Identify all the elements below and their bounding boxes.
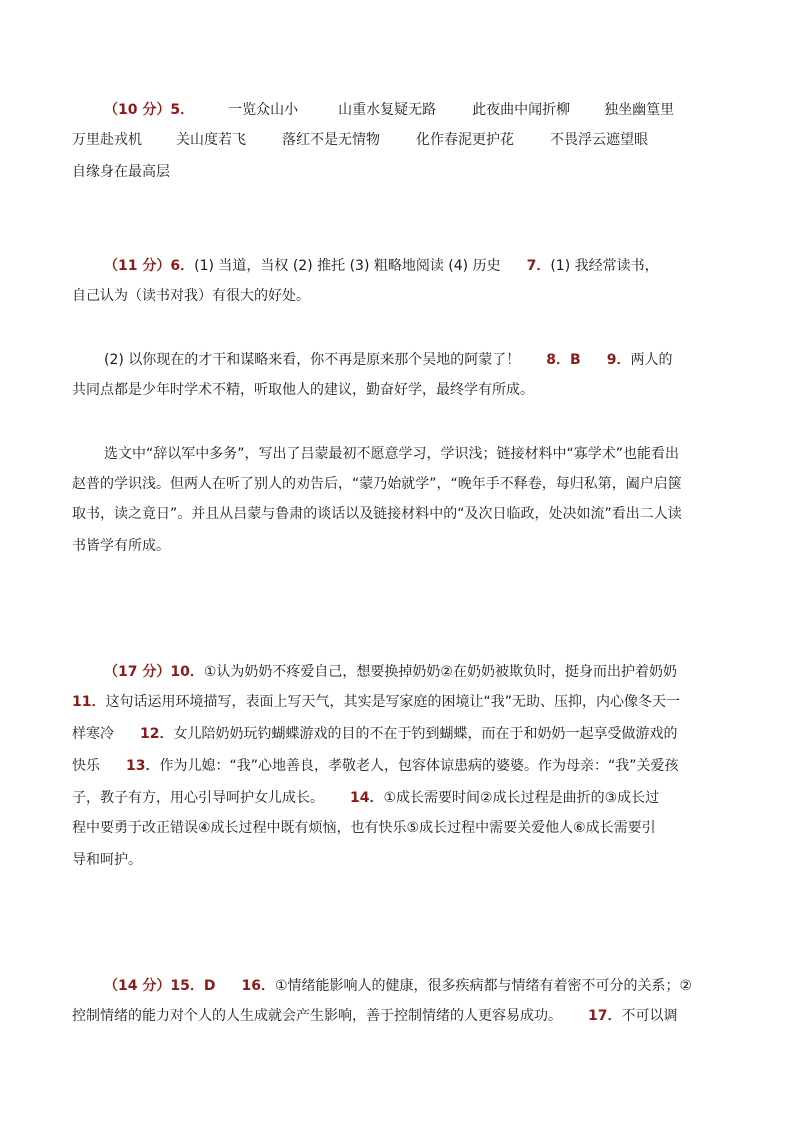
q10-line-1 — [104, 662, 754, 682]
q16-answer: ①情绪能影响人的健康，很多疾病都与情绪有着密不可分的关系；② — [274, 978, 693, 994]
q9-paragraph-line — [104, 444, 754, 464]
q16-number: 16． — [241, 978, 275, 994]
q11-answer-continued: 样寒冷 — [72, 726, 114, 742]
q5-answer: 独坐幽篁里 — [604, 102, 675, 118]
q10-line-6 — [72, 818, 722, 838]
q7-answer-2: (2) 以你现在的才干和谋略来看，你不再是原来那个吴地的阿蒙了！ — [104, 352, 521, 368]
q11-number: 11． — [72, 694, 106, 710]
q5-line-1 — [104, 100, 754, 120]
q14-number: 14． — [350, 790, 384, 806]
q5-answer: 山重水复疑无路 — [338, 102, 437, 118]
q16-answer-continued: 控制情绪的能力对个人的人生成就会产生影响，善于控制情绪的人更容易成功。 — [72, 1008, 562, 1024]
q14-answer-continued: 导和呵护。 — [72, 852, 142, 868]
q9-paragraph-line — [72, 474, 722, 494]
q14-answer: ①成长需要时间②成长过程是曲折的③成长过 — [383, 790, 660, 806]
q5-line-2 — [72, 130, 722, 150]
q5-answer: 不畏浮云遮望眼 — [550, 132, 648, 148]
paragraph-text: 取书，读之竟日”。并且从吕蒙与鲁肃的谈话以及链接材料中的“及次日临政，处决如流”看出二人读 — [72, 506, 682, 522]
q10-score: （17 分）10． — [104, 664, 204, 680]
q5-answer: 落红不是无情物 — [282, 132, 380, 148]
q8-answer: 8．B — [546, 352, 581, 368]
q12-answer: 女儿陪奶奶玩钓蝴蝶游戏的目的不在于钓到蝴蝶，而在于和奶奶一起享受做游戏的 — [173, 726, 678, 742]
q10-answer: ①认为奶奶不疼爱自己，想要换掉奶奶②在奶奶被欺负时，挺身而出护着奶奶 — [203, 664, 677, 680]
paragraph-text: 赵普的学识浅。但两人在听了别人的劝告后，“蒙乃始就学”，“晚年手不释卷，每归私第，阖户启箧 — [72, 476, 682, 492]
q10-line-7 — [72, 850, 722, 870]
paragraph-text: 选文中“辞以军中多务”，写出了吕蒙最初不愿意学习，学识浅；链接材料中“寡学术”也能看出 — [104, 446, 680, 462]
q9-paragraph-line — [72, 504, 722, 524]
q15-line-1 — [104, 976, 754, 996]
q9-answer-continued: 共同点都是少年时学术不精，听取他人的建议，勤奋好学，最终学有所成。 — [72, 382, 534, 398]
q11-answer: 这句话运用环境描写，表面上写天气，其实是写家庭的困境让“我”无助、压抑，内心像冬天一 — [105, 694, 680, 710]
q13-answer-continued: 子，教子有方，用心引导呵护女儿成长。 — [72, 790, 324, 806]
q7-answer: (1) 我经常读书， — [550, 258, 659, 274]
q7-answer-continued: 自己认为（读书对我）有很大的好处。 — [72, 288, 310, 304]
q10-line-2 — [72, 692, 722, 712]
q12-answer-continued: 快乐 — [72, 758, 100, 774]
q5-answer: 一览众山小 — [228, 102, 299, 118]
q6-score: （11 分）6． — [104, 258, 195, 274]
q5-answer: 化作春泥更护花 — [416, 132, 514, 148]
q6-line-2 — [72, 286, 722, 306]
paragraph-text: 书皆学有所成。 — [72, 538, 170, 554]
q17-number: 17． — [588, 1008, 622, 1024]
q9-paragraph-line — [72, 536, 722, 556]
q7-line-2 — [104, 350, 754, 370]
q5-answer: 自缘身在最高层 — [72, 164, 170, 180]
q5-answer: 此夜曲中闻折柳 — [472, 102, 571, 118]
q5-line-3 — [72, 162, 722, 182]
q15-line-2 — [72, 1006, 722, 1026]
q13-answer: 作为儿媳：“我”心地善良，孝敬老人，包容体谅患病的婆婆。作为母亲：“我”关爱孩 — [159, 758, 679, 774]
q9-number: 9． — [606, 352, 631, 368]
q10-line-5 — [72, 788, 722, 808]
q7-number: 7． — [526, 258, 551, 274]
q13-number: 13． — [126, 758, 160, 774]
q14-answer-continued: 程中要勇于改正错误④成长过程中既有烦恼，也有快乐⑤成长过程中需要关爱他人⑥成长需要引 — [72, 820, 656, 836]
q10-line-4 — [72, 756, 722, 776]
q6-answer: (1) 当道，当权 (2) 推托 (3) 粗略地阅读 (4) 历史 — [194, 258, 501, 274]
q5-answer: 关山度若飞 — [176, 132, 246, 148]
q5-score: （10 分）5． — [104, 102, 195, 118]
q9-line-2 — [72, 380, 722, 400]
q17-answer: 不可以调 — [621, 1008, 678, 1024]
q6-line-1 — [104, 256, 754, 276]
q9-answer: 两人的 — [630, 352, 673, 368]
q15-answer: （14 分）15．D — [104, 978, 216, 994]
q10-line-3 — [72, 724, 722, 744]
q12-number: 12． — [140, 726, 174, 742]
q5-answer: 万里赴戎机 — [72, 132, 142, 148]
